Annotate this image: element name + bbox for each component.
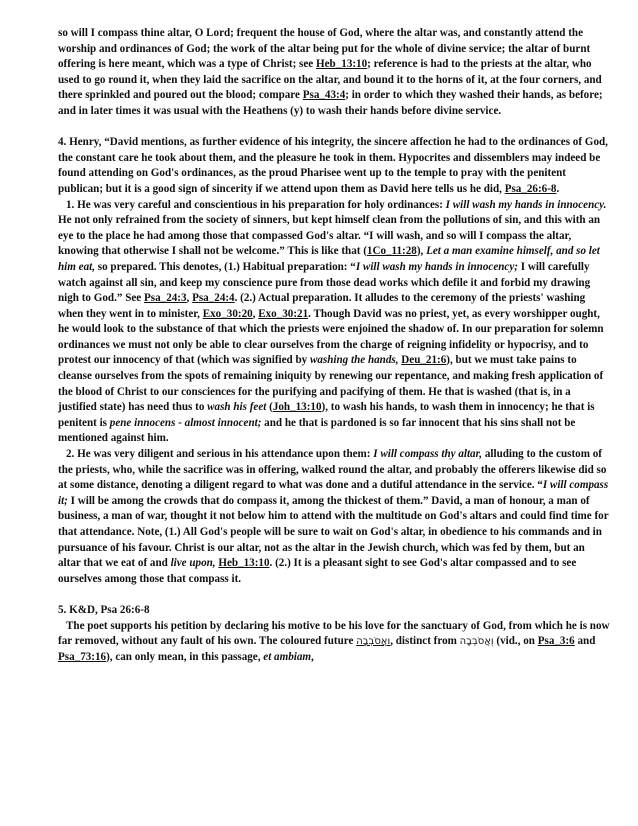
scripture-reference-link[interactable]: Deu_21:6 <box>401 354 447 367</box>
text-run: ), can only mean, in this passage, <box>106 650 264 663</box>
scripture-reference-link[interactable]: Psa_43:4 <box>302 89 346 102</box>
text-run: . Though David was no priest, yet, as every worshipper ought, he would look to the substance of that which the priests were enjoined the shadow of. In our preparation for solemn ordinances we must not only be able to clear ourselves from the charge of reigning infidelity or hypocrisy, and to protest our innocency of that (which was signified by <box>58 307 604 367</box>
text-run: ; reference is had to the priests at the altar, who used to go round it, when they laid the sacrifice on the altar, and bound it to the horns of it, at the four corners, and there sprinkled and poured out the blood; compare <box>58 58 602 102</box>
paragraph-spacer <box>58 587 610 603</box>
scripture-reference-link[interactable]: Psa_3:6 <box>537 635 575 648</box>
scripture-reference-link[interactable]: Psa_26:6-8 <box>504 182 557 195</box>
text-run: (vid., on <box>493 635 538 648</box>
scripture-reference-link[interactable]: Psa_73:16 <box>58 650 107 663</box>
text-run: so will I compass thine altar, O Lord; frequent the house of God, where the altar was, and constantly attend the worship and ordinances of God; the work of the altar being put for the whole of divine service; the altar of burnt offering is here meant, which was a type of Christ; see <box>58 27 591 71</box>
scripture-reference-link[interactable]: Psa_24:4 <box>192 292 235 305</box>
italic-quotation: I will compass it; <box>58 479 609 507</box>
text-run: , <box>186 292 193 305</box>
italic-quotation: live upon, <box>170 557 216 570</box>
text-run: He not only refrained from the society of sinners, but kept himself clean from the pollutions of sin, and this with an eye to the place he had among those that compassed God's altar. “I will wash, and so will I compass the altar, knowing that otherwise I shall not be welcome.” This is like that ( <box>58 214 601 258</box>
italic-quotation: Let a man examine himself, and so let him eat, <box>58 245 600 273</box>
scripture-reference-link[interactable]: Psa_24:3 <box>144 292 187 305</box>
paragraph-henry-point-2 <box>58 447 610 587</box>
paragraph-spacer <box>58 120 610 136</box>
text-run: , distinct from <box>390 635 460 648</box>
scripture-reference-link[interactable]: Exo_30:21 <box>258 307 309 320</box>
text-run: ( <box>266 401 273 414</box>
text-run: I will be among the crowds that do compass it, among the thickest of them.” David, a man of honour, a man of business, a man of war, thought it not below him to attend with the multitude on God's altars and could find time for that attendance. Note, (1.) All God's people will be sure to wait on God's altar, in obedience to his commands and in pursuance of his favour. Christ is our altar, not as the altar in the Jewish church, which was fed by them, but an altar that we eat of and <box>58 494 609 570</box>
text-run: so prepared. This denotes, (1.) Habitual preparation: “ <box>94 260 356 273</box>
italic-quotation: washing the hands, <box>310 354 399 367</box>
text-run: and he that is pardoned is so far innocent that his sins shall not be mentioned against him. <box>58 416 576 445</box>
scripture-reference-link[interactable]: 1Co_11:28 <box>366 245 417 258</box>
scripture-reference-link[interactable]: וַאֲסֹבְבָה <box>356 636 391 648</box>
italic-quotation: et ambiam <box>263 650 312 663</box>
scripture-reference-link[interactable]: Heb_13:10 <box>316 58 368 71</box>
italic-quotation: I will wash my hands in innocency; <box>355 260 518 273</box>
scripture-reference-link[interactable]: Joh_13:10 <box>272 401 322 414</box>
text-run: alluding to the custom of the priests, who, while the sacrifice was in offering, walked round the altar, and probably the offerers likewise did so at some distance, denoting a diligent regard to what was done and a dutiful attendance in the service. “ <box>58 448 607 492</box>
italic-quotation: I will compass thy altar, <box>373 448 483 461</box>
italic-quotation: I will wash my hands in innocency. <box>445 198 607 211</box>
paragraph-henry-intro <box>58 135 610 197</box>
scripture-reference-link[interactable]: Exo_30:20 <box>202 307 253 320</box>
text-run: ; in order to which they washed their hands, as before; and in later times it was usual with the Heathens (y) to wash their hands before divine service. <box>58 89 603 117</box>
text-run: . (2.) It is a pleasant sight to see God's altar compassed and to see ourselves among those that compass it. <box>58 557 577 585</box>
paragraph-kd-commentary <box>58 619 610 666</box>
scripture-reference-link[interactable]: Heb_13:10 <box>218 557 270 570</box>
text-run: . (2.) Actual preparation. It alludes to the ceremony of the priests' washing when they went in to minister, <box>58 292 586 320</box>
text-run: ), <box>416 245 427 258</box>
text-run: ), but we must take pains to cleanse ourselves from the spots of remaining iniquity by renewing our repentance, and making fresh application of the blood of Christ to our consciences for the purifying and pacifying of them. He that is washed (that is, in a justified state) has need thus to <box>58 354 604 414</box>
text-run: The poet supports his petition by declaring his motive to be his love for the sanctuary of God, from which he is now far removed, without any fault of his own. The coloured future <box>58 619 610 648</box>
text-run: . <box>556 182 560 195</box>
text-run: 4. Henry, “David mentions, as further evidence of his integrity, the sincere affection he had to the ordinances of God, the constant care he took about them, and the pleasure he took in them. Hypocrites and dissemblers may indeed be found attending on God's ordinances, as the proud Pharisee went up to the temple to pray with the penitent publican; but it is a good sign of sincerity if we attend upon them as David here tells us he did, <box>58 136 608 195</box>
italic-quotation: wash his feet <box>207 401 267 414</box>
text-run: , <box>252 307 259 320</box>
text-run: and <box>574 635 596 648</box>
italic-quotation: pene innocens - almost innocent; <box>109 416 262 429</box>
paragraph-henry-point-1 <box>58 198 610 448</box>
text-run: 1. He was very careful and conscientious in his preparation for holy ordinances: <box>66 198 446 211</box>
paragraph-gill-commentary <box>58 26 610 120</box>
text-run: , <box>311 650 314 663</box>
text-run: וְאֲסֹבְבָה <box>459 636 494 648</box>
section-heading-kd: 5. K&D, Psa 26:6-8 <box>58 603 150 616</box>
text-run: ), to wash his hands, to wash them in innocency; he that is penitent is <box>58 401 595 429</box>
text-run: 2. He was very diligent and serious in his attendance upon them: <box>66 448 374 461</box>
text-run: I will carefully watch against all sin, and keep my conscience pure from those dead works which defile it and forbid my drawing nigh to God.” See <box>58 260 591 305</box>
